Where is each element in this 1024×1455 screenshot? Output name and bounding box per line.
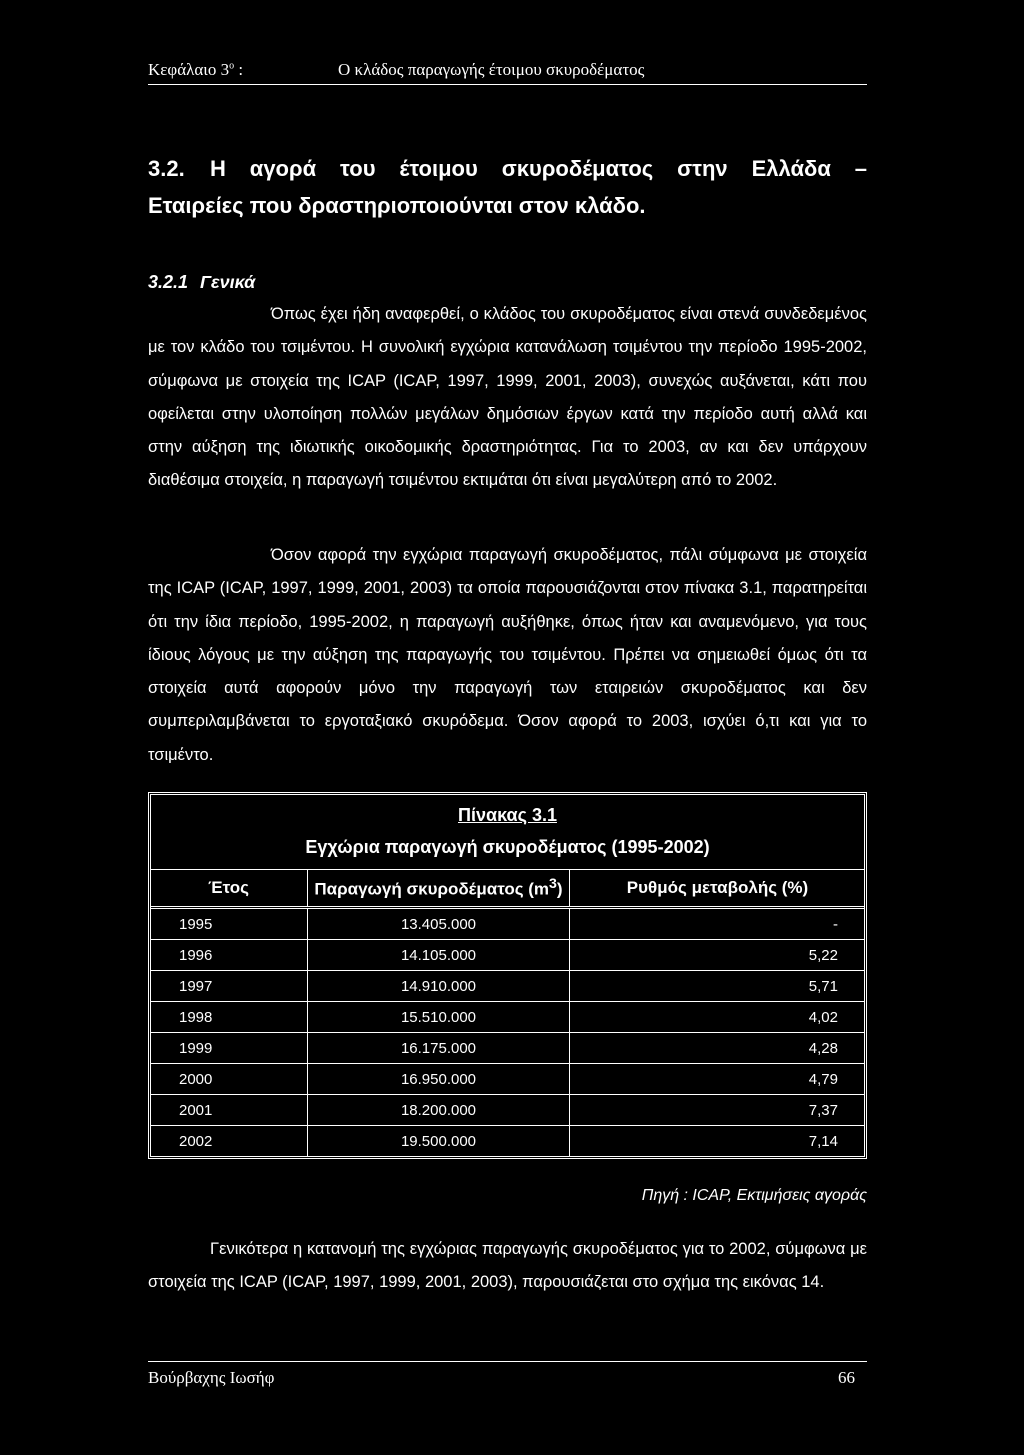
page-number: 66: [838, 1368, 855, 1387]
cell-rate: 4,02: [570, 1002, 865, 1033]
cell-production: 15.510.000: [308, 1002, 570, 1033]
column-header-year: Έτος: [151, 870, 308, 908]
cell-production: 18.200.000: [308, 1095, 570, 1126]
table-caption: [151, 795, 864, 870]
subsection-number: 3.2.1: [148, 272, 189, 292]
paragraph-1: Όπως έχει ήδη αναφερθεί, ο κλάδος του σκυροδέματος είναι στενά συνδεδεμένος με τον κλάδο του τσιμέντου. Η συνολική εγχώρια κατανάλωση τσιμέντου την περίοδο 1995-2002, σύμφωνα με στοιχεία της ICAP (ICAP, 1997, 1999, 2001, 2003), συνεχώς αυξάνεται, κάτι που οφείλεται στην υλοποίηση πολλών μεγάλων δημόσιων έργων κατά την περίοδο αυτή αλλά και στην αύξηση της ιδιωτικής οικοδομικής δραστηριότητας. Για το 2003, αν και δεν υπάρχουν διαθέσιμα στοιχεία, η παραγωγή τσιμέντου εκτιμάται ότι είναι μεγαλύτερη από το 2002.: [148, 305, 867, 490]
cell-production: 16.950.000: [308, 1064, 570, 1095]
cell-year: 1997: [151, 971, 308, 1002]
cell-year: 2001: [151, 1095, 308, 1126]
cell-production: 14.105.000: [308, 940, 570, 971]
cell-rate: 4,79: [570, 1064, 865, 1095]
data-table: [151, 870, 864, 1156]
cell-rate: 7,14: [808, 1132, 838, 1150]
subsection-label: Γενικά: [200, 272, 256, 292]
cell-rate: 4,28: [570, 1033, 865, 1064]
table-row: [151, 1033, 864, 1064]
table-row: [151, 1126, 864, 1157]
cell-year: 1996: [151, 940, 308, 971]
cell-year: 2000: [151, 1064, 308, 1095]
cell-year: 1999: [151, 1033, 308, 1064]
section-number: 3.2.: [148, 156, 185, 181]
cell-production: 16.175.000: [308, 1033, 570, 1064]
table-row: [151, 1064, 864, 1095]
paragraph-3: Γενικότερα η κατανομή της εγχώριας παραγωγής σκυροδέματος για το 2002, σύμφωνα με στοιχεία της ICAP (ICAP, 1997, 1999, 2001, 2003), παρουσιάζεται στο σχήμα της εικόνας 14.: [148, 1240, 867, 1292]
cell-production: 19.500.000: [308, 1126, 570, 1157]
section-title-line1: Η αγορά του έτοιμου σκυροδέματος στην Ελλάδα –: [210, 156, 867, 181]
cell-production: 13.405.000: [308, 908, 570, 940]
column-header-rate: Ρυθμός μεταβολής (%): [570, 870, 865, 908]
paragraph-2: Όσον αφορά την εγχώρια παραγωγή σκυροδέματος, πάλι σύμφωνα με στοιχεία της ICAP (ICAP, 1997, 1999, 2001, 2003) τα οποία παρουσιάζονται στον πίνακα 3.1, παρατηρείται ότι την ίδια περίοδο, 1995-2002, η παραγωγή αυξήθηκε, όπως ήταν και αναμενόμενο, για τους ίδιους λόγους με την αύξηση της παραγωγής του τσιμέντου. Πρέπει να σημειωθεί όμως ότι τα στοιχεία αυτά αφορούν μόνο την παραγωγή των εταιρειών σκυροδέματος και δεν συμπεριλαμβάνεται το εργοταξιακό σκυρόδεμα. Όσον αφορά το 2003, ισχύει ό,τι και για το τσιμέντο.: [148, 546, 867, 764]
page-footer: [148, 1361, 867, 1388]
table-row: [151, 971, 864, 1002]
table-source: Πηγή : ICAP, Εκτιμήσεις αγοράς: [641, 1187, 867, 1204]
cell-rate: 5,71: [570, 971, 865, 1002]
table-title: Εγχώρια παραγωγή σκυροδέματος (1995-2002): [305, 837, 710, 857]
section-title: [148, 150, 867, 224]
cell-rate: -: [570, 908, 865, 940]
table-header-row: [151, 870, 864, 908]
cell-rate: 7,37: [570, 1095, 865, 1126]
cell-production: 14.910.000: [308, 971, 570, 1002]
cell-year: 1995: [151, 908, 308, 940]
table-row: [151, 1002, 864, 1033]
chapter-label: Κεφάλαιο $3^o$ :: [148, 60, 244, 79]
footer-author: Βούρβαχης Ιωσήφ: [148, 1368, 275, 1387]
table-row: [151, 940, 864, 971]
table-row: [151, 1095, 864, 1126]
subsection-title: [148, 272, 255, 293]
table-row: [151, 908, 864, 940]
table-label: Πίνακας 3.1: [458, 805, 557, 825]
cell-year: 2002: [151, 1126, 308, 1157]
chapter-title: Ο κλάδος παραγωγής έτοιμου σκυροδέματος: [338, 60, 645, 79]
production-table: [148, 792, 867, 1159]
cell-rate: 5,22: [570, 940, 865, 971]
section-title-line2: Εταιρείες που δραστηριοποιούνται στον κλάδο.: [148, 193, 646, 218]
cell-year: 1998: [151, 1002, 308, 1033]
page-header: [148, 60, 867, 85]
column-header-production: Παραγωγή σκυροδέματος $(m^3)$: [308, 870, 570, 908]
